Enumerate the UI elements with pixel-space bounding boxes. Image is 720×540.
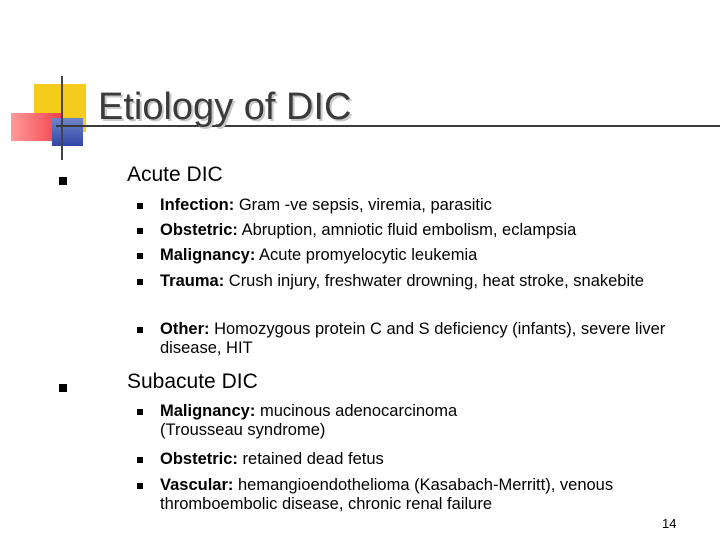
item-text: mucinous adenocarcinoma (Trousseau syndrome): [160, 402, 458, 439]
item-label: Trauma:: [160, 272, 225, 290]
square-bullet-icon: [137, 457, 143, 463]
item-text: Crush injury, freshwater drowning, heat stroke, snakebite: [224, 272, 644, 290]
item-label: Obstetric:: [160, 450, 238, 468]
item-label: Obstetric:: [160, 221, 238, 239]
decor-vertical-line: [61, 76, 63, 160]
square-bullet-icon: [137, 483, 143, 489]
item-text: Gram -ve sepsis, viremia, parasitic: [234, 196, 492, 214]
square-bullet-icon: [59, 384, 67, 392]
page-number: 14: [662, 516, 677, 531]
item-label: Vascular:: [160, 476, 234, 494]
square-bullet-icon: [137, 228, 143, 234]
item-text: Acute promyelocytic leukemia: [255, 246, 478, 264]
section-heading: Subacute DIC: [127, 370, 258, 393]
square-bullet-icon: [137, 327, 143, 333]
square-bullet-icon: [137, 279, 143, 285]
decor-blue-square: [52, 118, 83, 146]
item-text: Abruption, amniotic fluid embolism, eclampsia: [237, 221, 577, 239]
slide-title: Etiology of DIC: [98, 86, 352, 128]
item-label: Malignancy:: [160, 402, 256, 420]
item-label: Infection:: [160, 196, 235, 214]
square-bullet-icon: [137, 203, 143, 209]
item-text: Homozygous protein C and S deficiency (infants), severe liver disease, HIT: [160, 320, 666, 357]
square-bullet-icon: [137, 253, 143, 259]
item-text: hemangioendothelioma (Kasabach-Merritt), venous thromboembolic disease, chronic renal failure: [160, 476, 614, 513]
square-bullet-icon: [59, 177, 67, 185]
item-label: Other:: [160, 320, 210, 338]
section-heading: Acute DIC: [127, 163, 223, 186]
square-bullet-icon: [137, 409, 143, 415]
item-label: Malignancy:: [160, 246, 256, 264]
item-text: retained dead fetus: [237, 450, 384, 468]
